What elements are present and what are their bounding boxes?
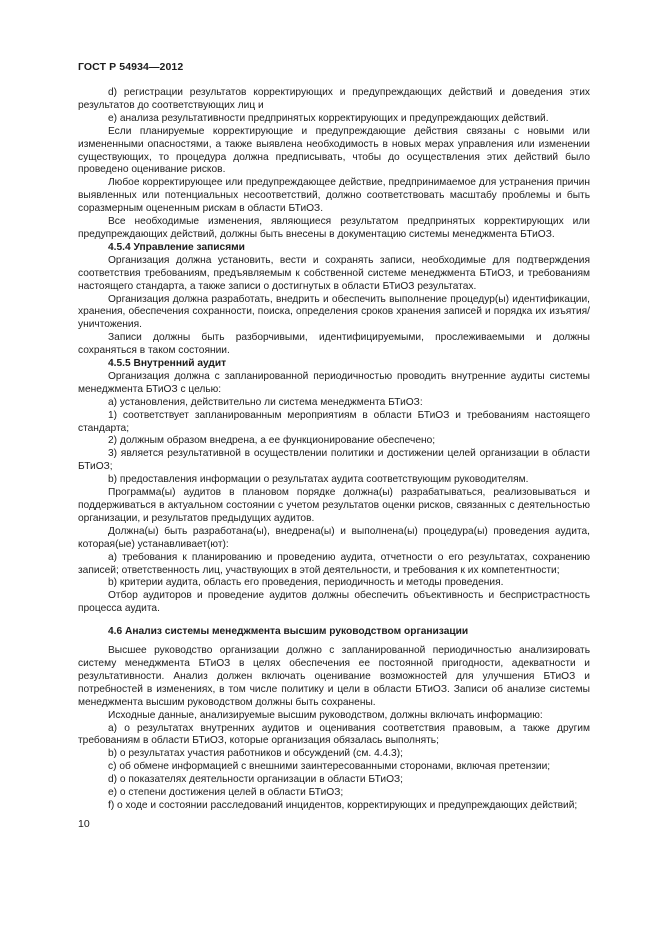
section-heading-4-6: 4.6 Анализ системы менеджмента высшим руководством организации	[108, 626, 469, 638]
section-heading-4-5-4: 4.5.4 Управление записями	[108, 241, 245, 253]
list-item: d) о показателях деятельности организации в области БТиОЗ;	[108, 774, 403, 786]
paragraph: Высшее руководство организации должно с запланированной периодичностью анализировать систему менеджмента БТиОЗ в целях обеспечения ее постоянной пригодности, адекватности и результативности. Анализ должен включать оценивание возможностей для улучшения БТиОЗ и потребностей в изменениях, в том числе политику и цели в области БТиОЗ. Записи об анализе системы менеджмента высшим руководством должны быть сохранены.	[78, 645, 590, 708]
paragraph: Организация должна разработать, внедрить и обеспечить выполнение процедур(ы) идентификации, хранения, обеспечения сохранности, поиска, определения сроков хранения записей и порядка их изъятия/уничтожения.	[78, 293, 590, 331]
paragraph: Организация должна с запланированной периодичностью проводить внутренние аудиты системы менеджмента БТиОЗ с целью:	[78, 370, 590, 395]
paragraph: Организация должна установить, вести и сохранять записи, необходимые для подтверждения соответствия требованиям, предъявляемым к собственной системе менеджмента БТиОЗ, и требованиям настоящего стандарта, а также записи о достигнутых в области БТиОЗ результатах.	[78, 254, 590, 292]
list-item: 2) должным образом внедрена, а ее функционирование обеспечено;	[108, 435, 436, 447]
paragraph: Все необходимые изменения, являющиеся результатом предпринятых корректирующих или предупреждающих действий, должны быть внесены в документацию системы менеджмента БТиОЗ.	[78, 216, 590, 240]
paragraph: Исходные данные, анализируемые высшим руководством, должны включать информацию:	[108, 709, 543, 721]
section-heading-4-5-5: 4.5.5 Внутренний аудит	[108, 358, 227, 370]
list-item: b) о результатах участия работников и обсуждений (см. 4.4.3);	[108, 748, 403, 760]
list-item: 3) является результативной в осуществлении политики и достижении целей организации в области БТиОЗ;	[78, 448, 590, 473]
paragraph: Должна(ы) быть разработана(ы), внедрена(ы) и выполнена(ы) процедура(ы) проведения аудита, которая(ые) устанавливает(ют):	[78, 525, 590, 550]
paragraph: Отбор аудиторов и проведение аудитов должны обеспечить объективность и беспристрастность процесса аудита.	[78, 590, 590, 615]
list-item: c) об обмене информацией с внешними заинтересованными сторонами, включая претензии;	[108, 761, 551, 773]
paragraph: Если планируемые корректирующие и предупреждающие действия связаны с новыми или измененными опасностями, а также выявлена необходимость в новых мерах управления или изменении существующих, то процедура должна предписывать, чтобы до осуществления этих действий было проведено оценивание рисков.	[78, 125, 590, 176]
list-item: f) о ходе и состоянии расследований инцидентов, корректирующих и предупреждающих действий;	[108, 799, 578, 811]
paragraph: Любое корректирующее или предупреждающее действие, предпринимаемое для устранения причин выявленных или потенциальных несоответствий, должно соответствовать масштабу проблемы и быть соразмерным оцененным рискам в области БТиОЗ.	[78, 177, 590, 215]
document-header: ГОСТ Р 54934—2012	[78, 61, 184, 73]
list-item: 1) соответствует запланированным мероприятиям в области БТиОЗ и требованиям настоящего стандарта;	[78, 409, 590, 434]
list-item: а) установления, действительно ли система менеджмента БТиОЗ:	[108, 396, 423, 408]
page-number: 10	[78, 818, 90, 830]
paragraph: d) регистрации результатов корректирующих и предупреждающих действий и доведения этих результатов до соответствующих лиц и	[78, 87, 590, 111]
list-item: b) критерии аудита, область его проведения, периодичность и методы проведения.	[108, 577, 504, 589]
list-item: b) предоставления информации о результатах аудита соответствующим руководителям.	[108, 474, 529, 486]
list-item: а) о результатах внутренних аудитов и оценивания соответствия правовым, а также другим требованиям в области БТиОЗ, которые организация обязалась выполнять;	[78, 722, 590, 747]
paragraph: е) анализа результативности предпринятых корректирующих и предупреждающих действий.	[108, 112, 549, 124]
document-body	[78, 87, 590, 813]
paragraph: Программа(ы) аудитов в плановом порядке должна(ы) разрабатываться, реализовываться и поддерживаться в актуальном состоянии с учетом результатов оценки рисков, связанных с деятельностью организации, и результатов предыдущих аудитов.	[78, 487, 590, 524]
list-item: e) о степени достижения целей в области БТиОЗ;	[108, 787, 344, 799]
list-item: а) требования к планированию и проведению аудита, отчетности о его результатах, сохранению записей; ответственность лиц, участвующих в этой деятельности, и требования к их компетентности;	[78, 551, 590, 576]
paragraph: Записи должны быть разборчивыми, идентифицируемыми, прослеживаемыми и должны сохраняться в таком состоянии.	[78, 332, 590, 357]
